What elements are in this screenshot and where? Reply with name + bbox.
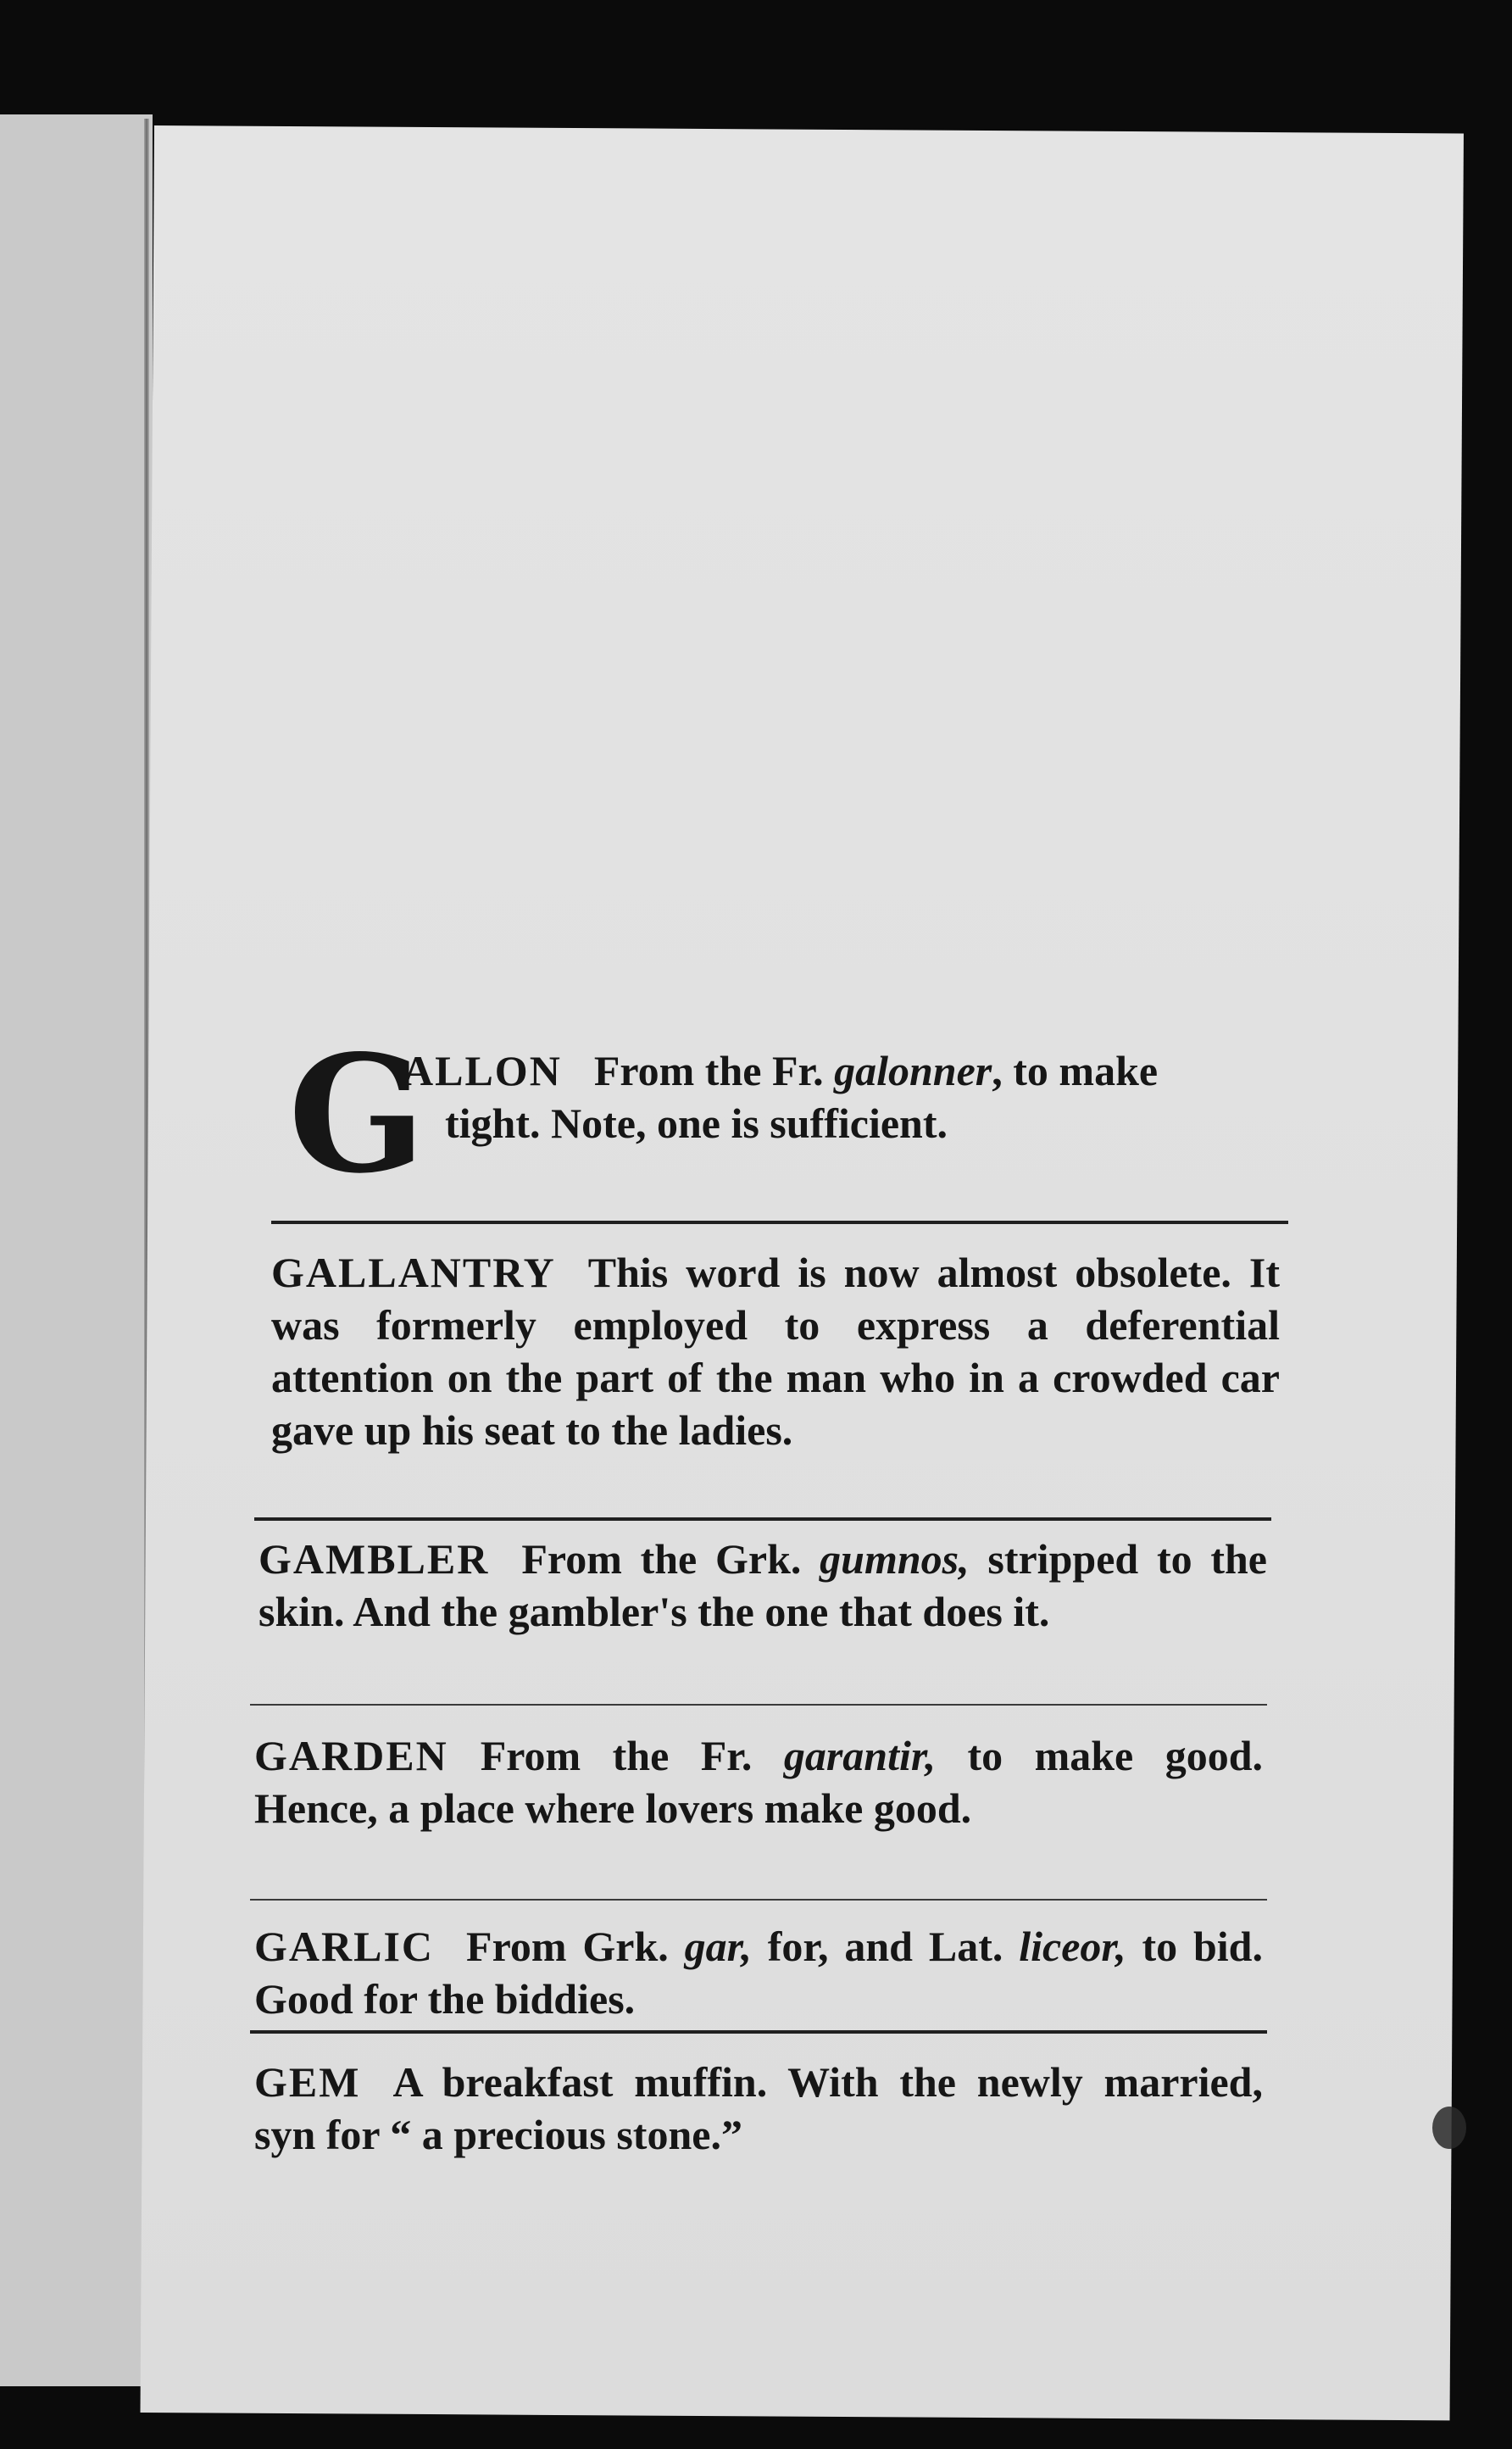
- entry-garden: GARDEN From the Fr. garantir, to make good. Hence, a place where lovers make good.: [254, 1732, 1264, 1832]
- divider-rule: [250, 2030, 1267, 2034]
- divider-rule: [271, 1221, 1288, 1224]
- drop-cap-initial: G: [288, 1020, 426, 1209]
- ink-smudge: [1432, 2107, 1466, 2149]
- entry-body: This word is now almost obsolete. It was formerly employed to express a deferential attention on the part of the man who in a crowded car gave up his seat to the ladies.: [271, 1249, 1280, 1454]
- entry-head: GEM: [254, 2058, 361, 2106]
- entry-head: GAMBLER: [258, 1535, 490, 1583]
- divider-rule: [250, 1899, 1267, 1901]
- entry-body: A breakfast muffin. With the newly married, syn for “ a precious stone.”: [254, 2058, 1263, 2158]
- entry-head: GARLIC: [254, 1923, 435, 1970]
- entry-body: tight. Note, one is sufficient.: [445, 1099, 948, 1147]
- adjacent-page-edge: [0, 114, 153, 2386]
- entry-gallantry: [271, 1246, 1280, 1456]
- entry-head: ALLON: [403, 1047, 562, 1094]
- entry-garlic: GARLIC From Grk. gar, for, and Lat. liceor, to bid. Good for the biddies.: [254, 1923, 1263, 2023]
- entry-gambler: GAMBLER From the Grk. gumnos, stripped to the skin. And the gambler's the one that does it.: [258, 1535, 1267, 1635]
- entry-head: GALLANTRY: [271, 1249, 556, 1296]
- entry-head: GARDEN: [254, 1732, 448, 1779]
- divider-rule: [254, 1517, 1271, 1521]
- entry-gallon: ALLON From the Fr. galonner, to make tight. Note, one is sufficient.: [403, 1044, 1292, 1149]
- entry-gem: [254, 2056, 1263, 2161]
- divider-rule: [250, 1704, 1267, 1706]
